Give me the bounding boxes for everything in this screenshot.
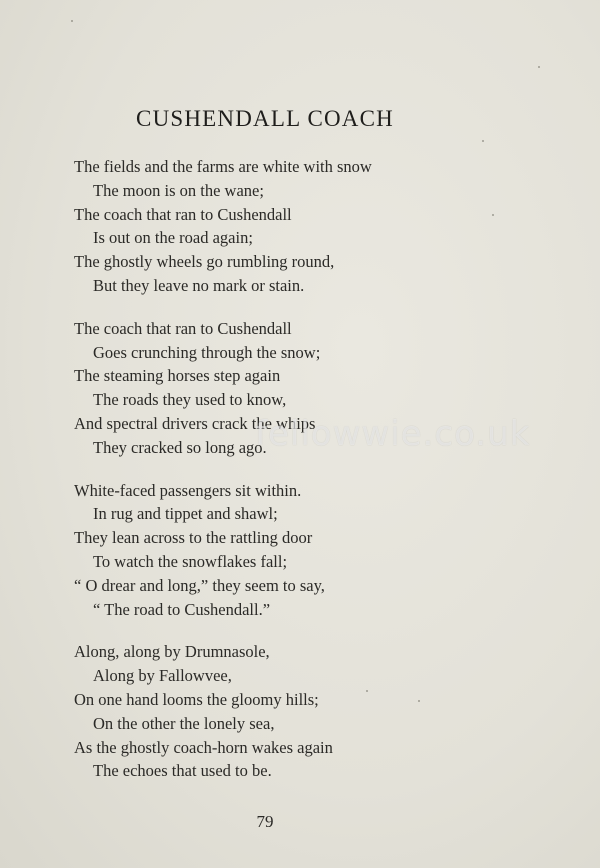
poem-line: “ The road to Cushendall.”	[93, 599, 271, 619]
stanza-4	[74, 640, 494, 783]
stanza-2	[74, 317, 494, 460]
poem-line: In rug and tippet and shawl;	[93, 504, 278, 524]
poem-line: But they leave no mark or stain.	[93, 275, 305, 295]
poem-line: White-faced passengers sit within.	[74, 480, 302, 500]
page-number: 79	[256, 812, 274, 831]
paper-speck	[538, 66, 540, 68]
poem-line: The fields and the farms are white with snow	[74, 157, 372, 176]
poem-line: As the ghostly coach-horn wakes again	[74, 737, 333, 757]
poem-line: To watch the snowflakes fall;	[93, 551, 288, 571]
poem-line: The steaming horses step again	[74, 366, 281, 386]
poem-line: The echoes that used to be.	[93, 761, 272, 781]
poem-line: Along by Fallowvee,	[93, 666, 232, 686]
stanza-1	[74, 155, 494, 298]
poem-line: On the other the lonely sea,	[93, 713, 275, 733]
paper-speck	[418, 700, 420, 702]
poem-line: Along, along by Drumnasole,	[74, 642, 270, 662]
paper-speck	[366, 690, 368, 692]
paper-speck	[71, 20, 73, 22]
poem-line: “ O drear and long,” they seem to say,	[74, 575, 325, 595]
poem-line: They lean across to the rattling door	[74, 528, 313, 548]
watermark: fellowwie.co.uk	[255, 414, 531, 454]
paper-speck	[492, 214, 494, 216]
poem-line: Goes crunching through the snow;	[93, 342, 321, 362]
stanza-3	[74, 479, 494, 622]
poem-line: On one hand looms the gloomy hills;	[74, 689, 319, 709]
poem-line: They cracked so long ago.	[93, 437, 267, 457]
poem-line: The roads they used to know,	[93, 390, 287, 410]
paper-speck	[482, 140, 484, 142]
poem-line: The coach that ran to Cushendall	[74, 318, 292, 338]
poem-line: Is out on the road again;	[93, 228, 253, 248]
poem-line: The ghostly wheels go rumbling round,	[74, 252, 335, 272]
poem-body	[74, 155, 494, 802]
poem-title: CUSHENDALL COACH	[136, 106, 394, 131]
poem-line: The coach that ran to Cushendall	[74, 204, 292, 224]
poem-line: And spectral drivers crack the whips	[74, 413, 316, 433]
poem-line: The moon is on the wane;	[93, 180, 264, 200]
